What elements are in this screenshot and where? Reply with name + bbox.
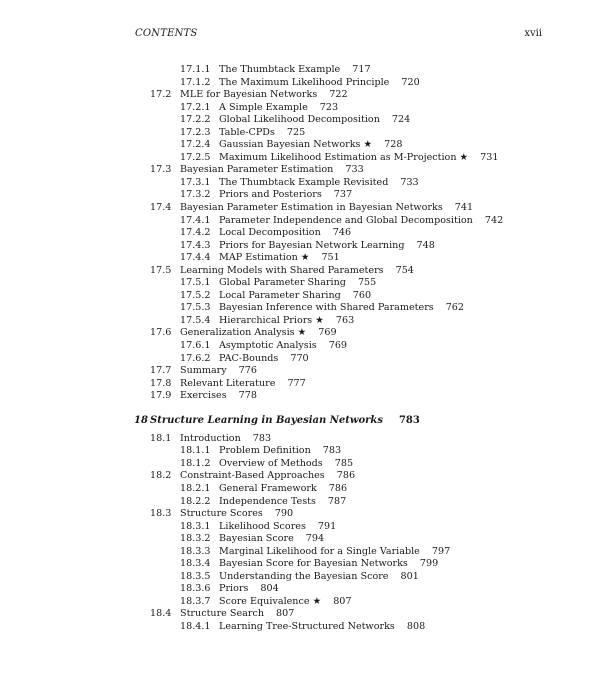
entry-title-text: Generalization Analysis ★: [180, 327, 307, 339]
entry-title-text: Structure Learning in Bayesian Networks: [150, 414, 383, 426]
toc-section-entry[interactable]: [0, 265, 600, 278]
entry-title: [219, 596, 352, 609]
entry-number: 18.2.2: [180, 495, 211, 507]
entry-page-number: 769: [328, 340, 348, 352]
entry-number: 18.3.4: [180, 558, 211, 570]
toc-subsection-entry[interactable]: [0, 302, 600, 315]
entry-title: [219, 483, 347, 496]
entry-page-number: 777: [287, 377, 306, 389]
entry-page-number: 751: [321, 252, 340, 264]
entry-title-text: General Framework: [219, 482, 317, 494]
entry-number: 17.5.1: [180, 277, 211, 289]
toc-section-entry[interactable]: [0, 433, 600, 446]
entry-title-text: Understanding the Bayesian Score: [219, 570, 389, 582]
toc-section-entry[interactable]: [0, 164, 600, 177]
toc-section-entry[interactable]: [0, 608, 600, 621]
toc-subsection-entry[interactable]: [0, 483, 600, 496]
entry-title: [219, 496, 346, 509]
entry-title-text: Priors and Posteriors: [219, 189, 322, 201]
entry-number: 17.4: [150, 202, 172, 214]
entry-page-number: 801: [400, 570, 419, 582]
entry-title: [219, 252, 340, 265]
entry-page-number: 787: [327, 495, 347, 507]
entry-title: [180, 470, 355, 483]
entry-number: 17.5.3: [180, 302, 211, 314]
entry-page-number: 724: [391, 114, 411, 126]
entry-number: 18.3.5: [180, 570, 211, 582]
entry-title: [219, 189, 352, 202]
entry-title: [219, 240, 435, 253]
entry-title-text: Independence Tests: [219, 495, 316, 507]
entry-title: [219, 445, 341, 458]
entry-title-text: Relevant Literature: [180, 377, 276, 389]
entry-page-number: 746: [332, 227, 352, 239]
entry-page-number: 778: [238, 390, 257, 402]
entry-title: [219, 621, 425, 634]
entry-title-text: Local Decomposition: [219, 227, 321, 239]
entry-page-number: 717: [352, 64, 371, 75]
entry-title: [219, 114, 410, 127]
entry-number: 18.2.1: [180, 482, 211, 494]
toc-subsection-entry[interactable]: [0, 458, 600, 471]
entry-title: [219, 177, 419, 190]
entry-page-number: 807: [333, 595, 352, 607]
entry-title-text: Priors: [219, 583, 249, 595]
toc-subsection-entry[interactable]: [0, 340, 600, 353]
entry-title: [219, 302, 464, 315]
entry-title: [219, 571, 419, 584]
entry-title: [219, 102, 338, 115]
toc-subsection-entry[interactable]: [0, 558, 600, 571]
entry-title-text: Structure Search: [180, 608, 265, 620]
entry-number: 17.6.2: [180, 352, 211, 364]
toc-section-entry[interactable]: [0, 378, 600, 391]
entry-page-number: 748: [416, 239, 435, 251]
toc-subsection-entry[interactable]: [0, 445, 600, 458]
entry-page-number: 754: [395, 264, 414, 276]
toc-subsection-entry[interactable]: [0, 533, 600, 546]
entry-title: [180, 433, 271, 446]
entry-title-text: Global Likelihood Decomposition: [219, 114, 380, 126]
entry-page-number: 723: [319, 101, 339, 113]
entry-number: 17.5.4: [180, 314, 211, 326]
entry-number: 18.3.6: [180, 583, 211, 595]
table-of-contents: [0, 64, 600, 634]
entry-title: [150, 414, 420, 428]
entry-title-text: Gaussian Bayesian Networks ★: [219, 139, 373, 151]
entry-number: 17.7: [150, 365, 172, 377]
entry-number: 17.2.3: [180, 126, 211, 138]
entry-title: [219, 277, 376, 290]
toc-subsection-entry[interactable]: [0, 77, 600, 90]
entry-page-number: 762: [445, 302, 465, 314]
entry-page-number: 783: [322, 445, 342, 457]
entry-page-number: 785: [334, 457, 354, 469]
entry-page-number: 733: [345, 164, 364, 176]
toc-subsection-entry[interactable]: [0, 521, 600, 534]
toc-subsection-entry[interactable]: [0, 315, 600, 328]
entry-number: 17.3.1: [180, 176, 211, 188]
entry-title-text: MLE for Bayesian Networks: [180, 89, 318, 101]
entry-title: [219, 139, 402, 152]
entry-number: 17.5.2: [180, 289, 211, 301]
entry-number: 17.4.2: [180, 227, 211, 239]
entry-page-number: 742: [484, 214, 504, 226]
entry-page-number: 786: [328, 482, 348, 494]
entry-page-number: 807: [276, 608, 295, 620]
entry-title: [180, 164, 364, 177]
toc-section-entry[interactable]: [0, 327, 600, 340]
entry-title-text: Learning Models with Shared Parameters: [180, 264, 384, 276]
entry-title: [219, 77, 420, 90]
entry-title-text: A Simple Example: [219, 101, 308, 113]
entry-page-number: 731: [480, 151, 499, 163]
entry-title: [219, 227, 351, 240]
entry-title-text: Table-CPDs: [219, 126, 275, 138]
toc-section-entry[interactable]: [0, 508, 600, 521]
entry-title: [219, 583, 279, 596]
entry-page-number: 741: [454, 202, 474, 214]
toc-subsection-entry[interactable]: [0, 583, 600, 596]
entry-page-number: 790: [274, 508, 294, 520]
entry-title: [180, 378, 306, 391]
toc-section-entry[interactable]: [0, 390, 600, 403]
entry-title: [219, 353, 309, 366]
entry-number: 18.4: [150, 608, 172, 620]
entry-title: [219, 546, 450, 559]
running-head: CONTENTS: [135, 28, 198, 39]
entry-title-text: MAP Estimation ★: [219, 252, 310, 264]
entry-number: 18: [134, 414, 148, 426]
entry-title: [180, 390, 257, 403]
page-number: xvii: [524, 28, 542, 39]
entry-number: 18.3.7: [180, 595, 211, 607]
entry-number: 17.2.1: [180, 101, 211, 113]
toc-subsection-entry[interactable]: [0, 621, 600, 634]
entry-title-text: Parameter Independence and Global Decomposition: [219, 214, 473, 226]
entry-page-number: 728: [384, 139, 403, 151]
entry-title-text: Overview of Methods: [219, 457, 323, 469]
entry-title-text: Bayesian Score for Bayesian Networks: [219, 558, 408, 570]
toc-subsection-entry[interactable]: [0, 596, 600, 609]
entry-number: 17.4.3: [180, 239, 211, 251]
entry-page-number: 737: [333, 189, 353, 201]
toc-subsection-entry[interactable]: [0, 277, 600, 290]
entry-page-number: 770: [290, 352, 309, 364]
entry-title: [180, 508, 293, 521]
entry-title-text: Priors for Bayesian Network Learning: [219, 239, 405, 251]
toc-section-entry[interactable]: [0, 365, 600, 378]
toc-subsection-entry[interactable]: [0, 64, 600, 77]
entry-title: [180, 608, 294, 621]
toc-subsection-entry[interactable]: [0, 139, 600, 152]
entry-number: 17.2.5: [180, 151, 211, 163]
entry-page-number: 804: [260, 583, 279, 595]
toc-chapter-entry[interactable]: [0, 414, 600, 428]
toc-subsection-entry[interactable]: [0, 240, 600, 253]
entry-number: 18.3.1: [180, 520, 211, 532]
entry-page-number: 760: [352, 289, 372, 301]
entry-title: [219, 127, 305, 140]
entry-number: 17.8: [150, 377, 172, 389]
entry-number: 18.2: [150, 470, 172, 482]
entry-number: 17.4.1: [180, 214, 211, 226]
entry-title: [219, 340, 347, 353]
entry-number: 18.3.2: [180, 533, 211, 545]
entry-title: [219, 315, 354, 328]
toc-subsection-entry[interactable]: [0, 252, 600, 265]
entry-title: [219, 533, 324, 546]
entry-page-number: 725: [286, 126, 306, 138]
toc-section-entry[interactable]: [0, 470, 600, 483]
entry-number: 17.5: [150, 264, 172, 276]
entry-page-number: 763: [335, 314, 355, 326]
entry-number: 17.2.2: [180, 114, 211, 126]
entry-title: [180, 327, 337, 340]
entry-page-number: 733: [400, 176, 419, 188]
entry-title-text: Global Parameter Sharing: [219, 277, 346, 289]
entry-title-text: PAC-Bounds: [219, 352, 279, 364]
toc-subsection-entry[interactable]: [0, 189, 600, 202]
entry-title-text: Hierarchical Priors ★: [219, 314, 324, 326]
entry-title-text: Score Equivalence ★: [219, 595, 322, 607]
entry-title-text: Maximum Likelihood Estimation as M-Projection ★: [219, 151, 469, 163]
entry-title: [180, 265, 414, 278]
entry-title-text: Introduction: [180, 432, 241, 444]
toc-section-entry[interactable]: [0, 89, 600, 102]
toc-subsection-entry[interactable]: [0, 127, 600, 140]
entry-title-text: Learning Tree-Structured Networks: [219, 620, 395, 632]
toc-subsection-entry[interactable]: [0, 353, 600, 366]
entry-title: [219, 558, 438, 571]
entry-number: 17.1.2: [180, 76, 211, 88]
entry-number: 17.6.1: [180, 340, 211, 352]
entry-page-number: 776: [238, 365, 257, 377]
toc-subsection-entry[interactable]: [0, 114, 600, 127]
entry-page-number: 786: [336, 470, 356, 482]
toc-subsection-entry[interactable]: [0, 215, 600, 228]
entry-page-number: 755: [357, 277, 377, 289]
entry-title-text: Problem Definition: [219, 445, 311, 457]
entry-title-text: The Thumbtack Example Revisited: [219, 176, 389, 188]
entry-title-text: Local Parameter Sharing: [219, 289, 341, 301]
entry-title: [219, 64, 371, 77]
toc-subsection-entry[interactable]: [0, 152, 600, 165]
entry-number: 17.4.4: [180, 252, 211, 264]
entry-number: 17.6: [150, 327, 172, 339]
entry-title: [219, 458, 353, 471]
entry-page-number: 720: [401, 76, 420, 88]
entry-page-number: 769: [318, 327, 337, 339]
entry-number: 17.9: [150, 390, 172, 402]
entry-number: 17.3.2: [180, 189, 211, 201]
entry-title-text: Bayesian Score: [219, 533, 294, 545]
entry-number: 18.1.1: [180, 445, 211, 457]
entry-title-text: Exercises: [180, 390, 227, 402]
entry-page-number: 797: [431, 545, 451, 557]
entry-title-text: Bayesian Parameter Estimation: [180, 164, 334, 176]
toc-subsection-entry[interactable]: [0, 571, 600, 584]
entry-title-text: Marginal Likelihood for a Single Variable: [219, 545, 420, 557]
entry-number: 18.4.1: [180, 620, 211, 632]
entry-title-text: Asymptotic Analysis: [219, 340, 317, 352]
toc-subsection-entry[interactable]: [0, 290, 600, 303]
entry-title-text: Constraint-Based Approaches: [180, 470, 325, 482]
entry-number: 18.3: [150, 508, 172, 520]
toc-subsection-entry[interactable]: [0, 177, 600, 190]
entry-title-text: Bayesian Inference with Shared Parameters: [219, 302, 434, 314]
entry-number: 18.3.3: [180, 545, 211, 557]
entry-page-number: 722: [329, 89, 348, 101]
entry-number: 18.1.2: [180, 457, 211, 469]
entry-page-number: 791: [317, 520, 337, 532]
entry-title-text: Bayesian Parameter Estimation in Bayesian Networks: [180, 202, 443, 214]
entry-title-text: Likelihood Scores: [219, 520, 306, 532]
entry-title-text: Structure Scores: [180, 508, 263, 520]
entry-title: [219, 152, 498, 165]
entry-page-number: 799: [419, 558, 439, 570]
entry-number: 17.2.4: [180, 139, 211, 151]
entry-title: [180, 89, 348, 102]
entry-title-text: The Thumbtack Example: [219, 64, 341, 75]
entry-title: [180, 202, 473, 215]
entry-page-number: 808: [406, 620, 426, 632]
toc-section-entry[interactable]: [0, 202, 600, 215]
page-header: [135, 28, 542, 44]
entry-title-text: The Maximum Likelihood Principle: [219, 76, 390, 88]
entry-page-number: 794: [305, 533, 325, 545]
entry-title: [219, 290, 371, 303]
entry-title: [219, 215, 503, 228]
toc-subsection-entry[interactable]: [0, 546, 600, 559]
entry-title-text: Summary: [180, 365, 227, 377]
entry-page-number: 783: [398, 414, 420, 426]
entry-title: [180, 365, 257, 378]
entry-page-number: 783: [252, 432, 272, 444]
entry-number: 17.3: [150, 164, 172, 176]
entry-number: 17.2: [150, 89, 172, 101]
entry-number: 18.1: [150, 432, 172, 444]
toc-subsection-entry[interactable]: [0, 227, 600, 240]
toc-subsection-entry[interactable]: [0, 102, 600, 115]
entry-number: 17.1.1: [180, 64, 211, 75]
toc-subsection-entry[interactable]: [0, 496, 600, 509]
entry-title: [219, 521, 336, 534]
